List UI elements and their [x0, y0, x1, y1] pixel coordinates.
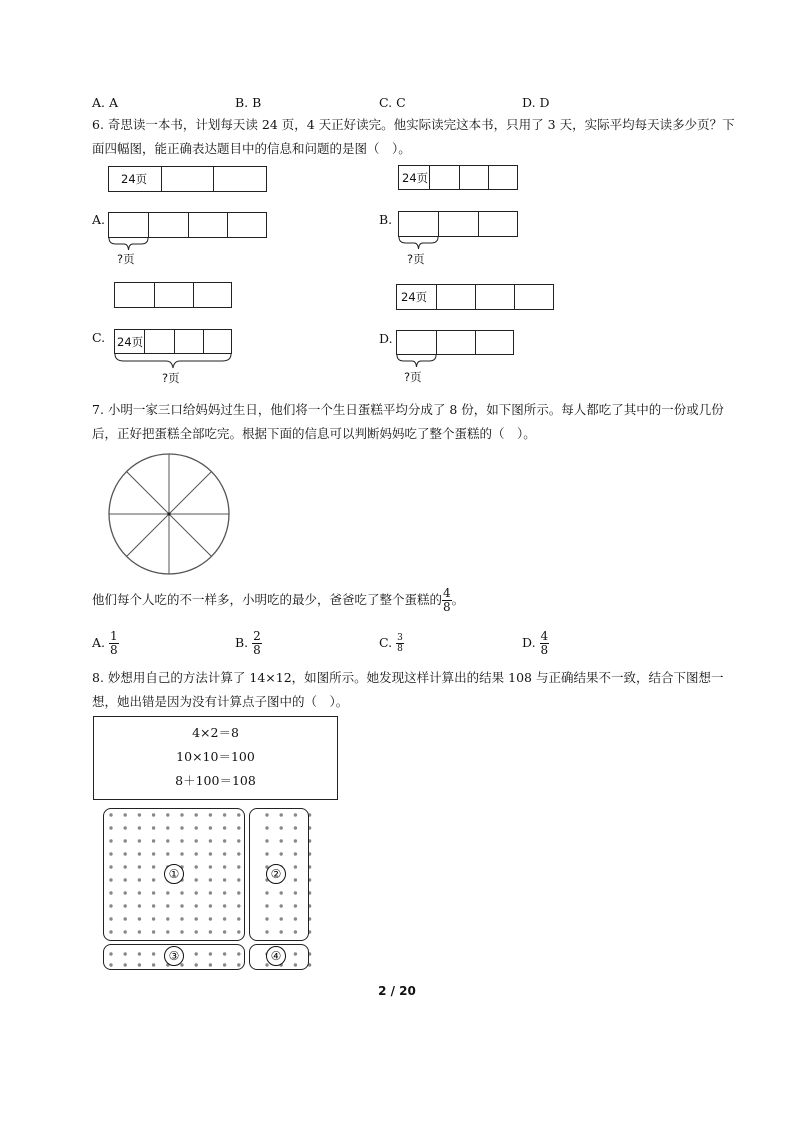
q6-text-line2: 面四幅图，能正确表达题目中的信息和问题的是图（ ）。: [92, 141, 411, 156]
brace-d: [396, 354, 437, 368]
actual-bar-d: [396, 330, 514, 355]
option-d-label: D.: [379, 331, 393, 346]
q7-text-line2: 后，正好把蛋糕全部吃完。根据下面的信息可以判断妈妈吃了整个蛋糕的（ ）。: [92, 426, 536, 441]
actual-bar-c: [114, 329, 232, 354]
plan-bar-b: [398, 165, 518, 190]
q7-info-line: 他们每个人吃的不一样多，小明吃的最少，爸爸吃了整个蛋糕的 $\frac{4}{8}$ 。: [92, 586, 465, 614]
question-label-c: ?页: [162, 371, 180, 385]
q8-text-line2: 想，她出错是因为没有计算点子图中的（ ）。: [92, 694, 349, 709]
question-label-a: ?页: [117, 252, 135, 266]
option-a-label: A.: [92, 212, 106, 227]
bar-label: 24页: [121, 172, 148, 186]
actual-bar-b: [398, 211, 518, 237]
plan-bar-a: [108, 166, 267, 192]
page-number: 2 / 20: [378, 984, 416, 998]
bar-label: 24页: [402, 171, 429, 185]
q7-option-b[interactable]: B. $\frac{2}{8}$: [235, 629, 261, 657]
q7-option-a[interactable]: A. $\frac{1}{8}$: [92, 629, 118, 657]
region-4-label: ④: [266, 946, 286, 966]
q6-text-line1: 6. 奇思读一本书，计划每天读 24 页，4 天正好读完。他实际读完这本书，只用了 3 天，实际平均每天读多少页？下: [92, 117, 735, 132]
q7-info-fraction: $\frac{4}{8}$: [443, 586, 451, 614]
plan-bar-d: [396, 284, 554, 310]
q7-option-c[interactable]: C. $\frac{3}{8}$: [379, 633, 403, 654]
q5-option-d[interactable]: D. D: [522, 95, 550, 110]
cake-circle-diagram: [107, 452, 231, 576]
actual-bar-a: [108, 212, 267, 238]
q7-option-d[interactable]: D. $\frac{4}{8}$: [522, 629, 549, 657]
region-2-label: ②: [266, 864, 286, 884]
brace-c: [114, 353, 232, 369]
q7-text-line1: 7. 小明一家三口给妈妈过生日，他们将一个生日蛋糕平均分成了 8 份，如下图所示。每人都吃了其中的一份或几份: [92, 402, 724, 417]
q8-text-line1: 8. 妙想用自己的方法计算了 14×12，如图所示。她发现这样计算出的结果 108 与正确结果不一致，结合下图想一: [92, 670, 724, 685]
question-label-d: ?页: [404, 370, 422, 384]
question-label-b: ?页: [407, 252, 425, 266]
calculation-box: [93, 716, 338, 800]
q5-option-c[interactable]: C. C: [379, 95, 406, 110]
equation-2: 10×10＝100: [176, 749, 255, 764]
brace-a: [108, 237, 149, 251]
region-3-label: ③: [164, 946, 184, 966]
q5-option-b[interactable]: B. B: [235, 95, 262, 110]
equation-3: 8＋100＝108: [175, 773, 256, 788]
plan-bar-c: [114, 282, 232, 308]
region-1-label: ①: [164, 864, 184, 884]
q7-info-text: 他们每个人吃的不一样多，小明吃的最少，爸爸吃了整个蛋糕的: [92, 592, 443, 607]
q5-option-a[interactable]: A. A: [92, 95, 119, 110]
bar-label: 24页: [117, 335, 144, 349]
option-b-label: B.: [379, 212, 393, 227]
brace-b: [398, 236, 439, 250]
equation-1: 4×2＝8: [192, 725, 239, 740]
bar-label: 24页: [401, 290, 428, 304]
option-c-label: C.: [92, 330, 106, 345]
